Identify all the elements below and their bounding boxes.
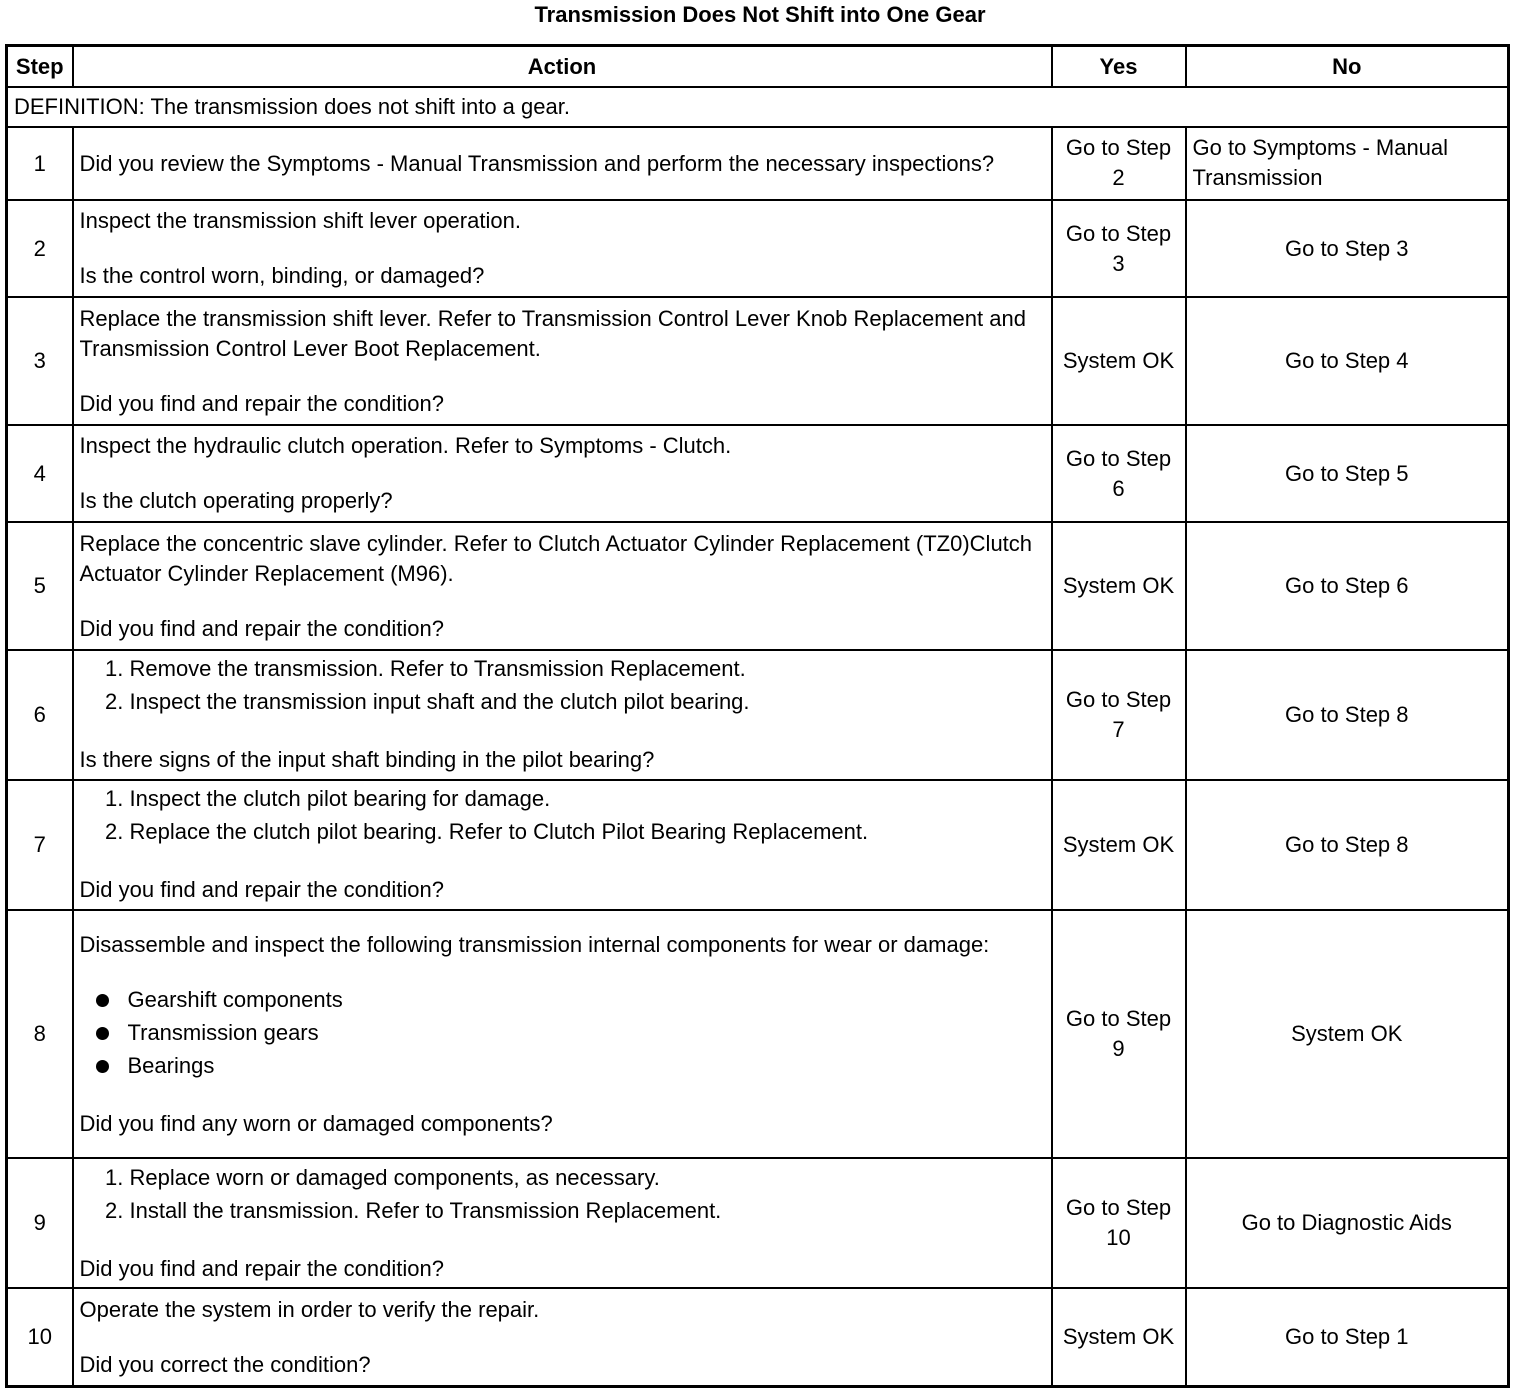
- list-item-text: Gearshift components: [127, 986, 343, 1012]
- table-row: [7, 910, 1509, 1158]
- action-cell: [73, 425, 1052, 522]
- header-yes: Yes: [1052, 46, 1186, 88]
- yes-cell: Go to Step 2: [1052, 127, 1186, 200]
- list-item: 2. Inspect the transmission input shaft and the clutch pilot bearing.: [130, 687, 1045, 717]
- action-question: Is the control worn, binding, or damaged?: [79, 263, 485, 289]
- list-item: [128, 1018, 1045, 1048]
- bullet-icon: [96, 994, 109, 1007]
- action-text: Inspect the transmission shift lever operation.: [79, 208, 521, 234]
- header-no: No: [1186, 46, 1509, 88]
- step-number: 1: [7, 127, 73, 200]
- action-cell: [73, 780, 1052, 910]
- list-item: 1. Replace worn or damaged components, as necessary.: [130, 1163, 1045, 1193]
- no-cell: Go to Step 6: [1186, 522, 1509, 649]
- step-number: 4: [7, 425, 73, 522]
- yes-cell: Go to Step 3: [1052, 200, 1186, 297]
- table-row: [7, 425, 1509, 522]
- table-row: [7, 297, 1509, 425]
- yes-cell: Go to Step 6: [1052, 425, 1186, 522]
- action-text: Replace the concentric slave cylinder. Refer to Clutch Actuator Cylinder Replacement (TZ0)Clutch Actuator Cylinder Replacement (M96).: [79, 530, 1033, 586]
- bullet-icon: [96, 1060, 109, 1073]
- table-row: [7, 650, 1509, 780]
- list-item: 1. Inspect the clutch pilot bearing for damage.: [130, 784, 1045, 814]
- yes-cell: Go to Step 9: [1052, 910, 1186, 1158]
- action-cell: [73, 200, 1052, 297]
- numbered-list: [80, 1163, 1045, 1226]
- action-text: Inspect the hydraulic clutch operation. Refer to Symptoms - Clutch.: [79, 433, 732, 459]
- definition-text: DEFINITION: The transmission does not shift into a gear.: [7, 87, 1509, 127]
- table-row: [7, 200, 1509, 297]
- step-number: 10: [7, 1288, 73, 1386]
- action-cell: [73, 910, 1052, 1158]
- yes-cell: System OK: [1052, 780, 1186, 910]
- table-row: [7, 780, 1509, 910]
- list-item-text: Transmission gears: [127, 1019, 319, 1045]
- no-cell: Go to Step 4: [1186, 297, 1509, 425]
- no-cell: Go to Step 3: [1186, 200, 1509, 297]
- list-item: 1. Remove the transmission. Refer to Transmission Replacement.: [130, 654, 1045, 684]
- no-cell: System OK: [1186, 910, 1509, 1158]
- action-cell: [73, 127, 1052, 200]
- table-row: [7, 127, 1509, 200]
- action-question: Did you find any worn or damaged components?: [79, 1110, 553, 1136]
- step-number: 2: [7, 200, 73, 297]
- step-number: 8: [7, 910, 73, 1158]
- step-number: 5: [7, 522, 73, 649]
- action-cell: [73, 297, 1052, 425]
- list-item: 2. Replace the clutch pilot bearing. Refer to Clutch Pilot Bearing Replacement.: [130, 817, 1045, 847]
- no-cell: Go to Step 8: [1186, 780, 1509, 910]
- list-item: [128, 1051, 1045, 1081]
- action-question: Is there signs of the input shaft binding in the pilot bearing?: [79, 747, 655, 773]
- action-text: Disassemble and inspect the following transmission internal components for wear or damage:: [79, 931, 990, 957]
- action-question: Did you correct the condition?: [79, 1351, 371, 1377]
- page-title: Transmission Does Not Shift into One Gear: [534, 2, 986, 27]
- yes-cell: System OK: [1052, 297, 1186, 425]
- bullet-icon: [96, 1027, 109, 1040]
- step-number: 9: [7, 1158, 73, 1288]
- yes-cell: System OK: [1052, 522, 1186, 649]
- action-cell: [73, 522, 1052, 649]
- action-text: Operate the system in order to verify the repair.: [79, 1296, 540, 1322]
- header-row: [7, 46, 1509, 88]
- action-text: Replace the transmission shift lever. Refer to Transmission Control Lever Knob Replacement and Transmission Control Lever Boot Replacement.: [79, 305, 1026, 361]
- header-step: Step: [7, 46, 73, 88]
- action-cell: [73, 1288, 1052, 1386]
- no-cell: Go to Step 1: [1186, 1288, 1509, 1386]
- definition-row: [7, 87, 1509, 127]
- no-cell: Go to Symptoms - Manual Transmission: [1186, 127, 1509, 200]
- yes-cell: Go to Step 7: [1052, 650, 1186, 780]
- list-item: 2. Install the transmission. Refer to Transmission Replacement.: [130, 1196, 1045, 1226]
- numbered-list: [80, 784, 1045, 847]
- action-question: Did you find and repair the condition?: [79, 877, 444, 903]
- yes-cell: Go to Step 10: [1052, 1158, 1186, 1288]
- table-row: [7, 522, 1509, 649]
- numbered-list: [80, 654, 1045, 717]
- yes-cell: System OK: [1052, 1288, 1186, 1386]
- no-cell: Go to Step 8: [1186, 650, 1509, 780]
- diagnostic-table: [5, 44, 1510, 1388]
- action-question: Is the clutch operating properly?: [79, 488, 393, 514]
- header-action: Action: [73, 46, 1052, 88]
- step-number: 3: [7, 297, 73, 425]
- table-row: [7, 1158, 1509, 1288]
- bullet-list: [80, 985, 1045, 1081]
- action-question: Did you find and repair the condition?: [79, 615, 444, 641]
- list-item: [128, 985, 1045, 1015]
- action-question: Did you find and repair the condition?: [79, 390, 444, 416]
- no-cell: Go to Step 5: [1186, 425, 1509, 522]
- list-item-text: Bearings: [127, 1052, 215, 1078]
- action-cell: [73, 650, 1052, 780]
- action-cell: [73, 1158, 1052, 1288]
- table-row: [7, 1288, 1509, 1386]
- action-question: Did you find and repair the condition?: [79, 1255, 444, 1281]
- no-cell: Go to Diagnostic Aids: [1186, 1158, 1509, 1288]
- step-number: 6: [7, 650, 73, 780]
- step-number: 7: [7, 780, 73, 910]
- action-text: Did you review the Symptoms - Manual Transmission and perform the necessary inspections?: [79, 150, 995, 176]
